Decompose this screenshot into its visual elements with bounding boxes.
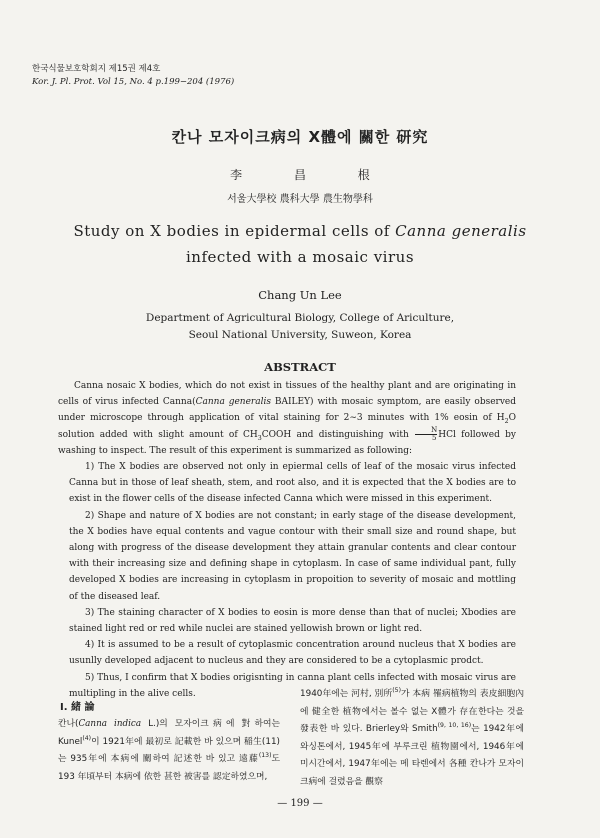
section-heading-introduction: Ⅰ. 緒 論 <box>60 702 95 713</box>
paper-title-korean: 칸나 모자이크病의 X體에 關한 研究 <box>171 128 429 146</box>
abstract-item-1: 1) The X bodies are observed not only in epiermal cells of leaf of the mosaic virus infected Canna but in those of leaf sheath, stem, and root also, and it is expected that the X bodies are to exist in the flower cells of the disease infected Canna which were missed in this experiment. <box>69 462 516 505</box>
department-line2: Seoul National University, Suweon, Korea <box>188 329 412 341</box>
title-en-prefix: Study on X bodies in epidermal cells of <box>73 222 396 240</box>
normality-fraction: $\frac{N}{5}$ <box>415 427 437 442</box>
introduction-right-column: 1940年에는 河村, 別所$^{(5)}$가 本病 罹病植物의 表皮細胞內에 健全한 植物에서는 볼수 없는 X體가 存在한다는 것을 發表한 바 있다. Brierley와 Smith$^{(9, 10, 16)}$는 1942年에 와싱톤에서, 1945年에 부루크린 植物園에서, 1946年에 미시간에서, 1947年에는 메 타렌에서 各種 칸나가 모자이크病에 걸렸음을 觀察 <box>300 687 525 787</box>
species-name: Canna generalis <box>195 397 271 408</box>
department-line1: Department of Agricultural Biology, College of Ariculture, <box>145 312 455 324</box>
species-name: Canna indica <box>78 719 142 729</box>
department-english <box>0 310 600 344</box>
journal-title-korean: 한국식물보호학회지 제15권 제4호 <box>32 64 161 74</box>
abstract-item-4: 4) It is assumed to be a result of cytoplasmic concentration around nucleus that X bodies are usunlly developed adjacent to nucleus and they are considered to be a cytoplasmic prodct. <box>69 640 516 667</box>
journal-header <box>32 63 234 89</box>
abstract-item-3: 3) The staining character of X bodies to eosin is more dense than that of nuclei; Xbodies are stained light red or red while nuclei are stained yellowish brown or light red. <box>69 607 516 635</box>
author-korean: 李 昌 根 <box>230 168 394 182</box>
affiliation-korean: 서울大學校 農科大學 農生物學科 <box>227 194 373 205</box>
journal-citation: Kor. J. Pl. Prot. Vol 15, No. 4 p.199−204 (1976) <box>32 77 235 87</box>
abstract-body <box>58 378 516 702</box>
abstract-paragraph: Canna nosaic X bodies, which do not exist in tissues of the healthy plant and are originating in cells of virus infected Canna(Canna generalis BAILEY) with mosaic symptom, are easily observed under microscope through application of vital staining for 2∼3 minutes with 1% eosin of $H_2O$ solution added with slight amount of $CH_3COOH$ and distinguishing with $\frac{N}{5}$ HCl followed by washing to inspect. The result of this experiment is summarized as following: <box>58 381 516 456</box>
paper-title-english-line2: infected with a mosaic virus <box>185 248 415 266</box>
page-number: — 199 — <box>277 798 323 809</box>
abstract-item-5: 5) Thus, I confirm that X bodies origisnting in canna plant cells infected with mosaic virus are multipling in the alive cells. <box>69 672 516 699</box>
title-en-species: Canna generalis <box>395 222 527 240</box>
abstract-item-2: 2) Shape and nature of X bodies are not constant; in early stage of the disease development, the X bodies have equal contents and vague contour with their small size and round shape, but along with progress of the disease development they attain granular contents and clear contour with their increasing size and defining shape in cytoplasm. In case of same individual pant, fully developed X bodies are increasing in cytoplasm in propoition to severity of mosaic and mottling of the diseased leaf. <box>69 510 516 602</box>
abstract-heading: ABSTRACT <box>264 360 336 374</box>
introduction-left-column: 칸나(Canna indica L.)의 모자이크病에 對하여는 Kunel$^{(4)}$이 1921年에 最初로 記載한 바 있으며 稲生(11)는 935年에 本病에 關하여 記述한 바 있고 遠藤$^{(13)}$도 193 年頃부터 本病에 依한 甚한 被害를 認定하였으며, <box>58 719 281 782</box>
paper-title-english-line1 <box>0 222 600 240</box>
author-english: Chang Un Lee <box>258 288 342 302</box>
